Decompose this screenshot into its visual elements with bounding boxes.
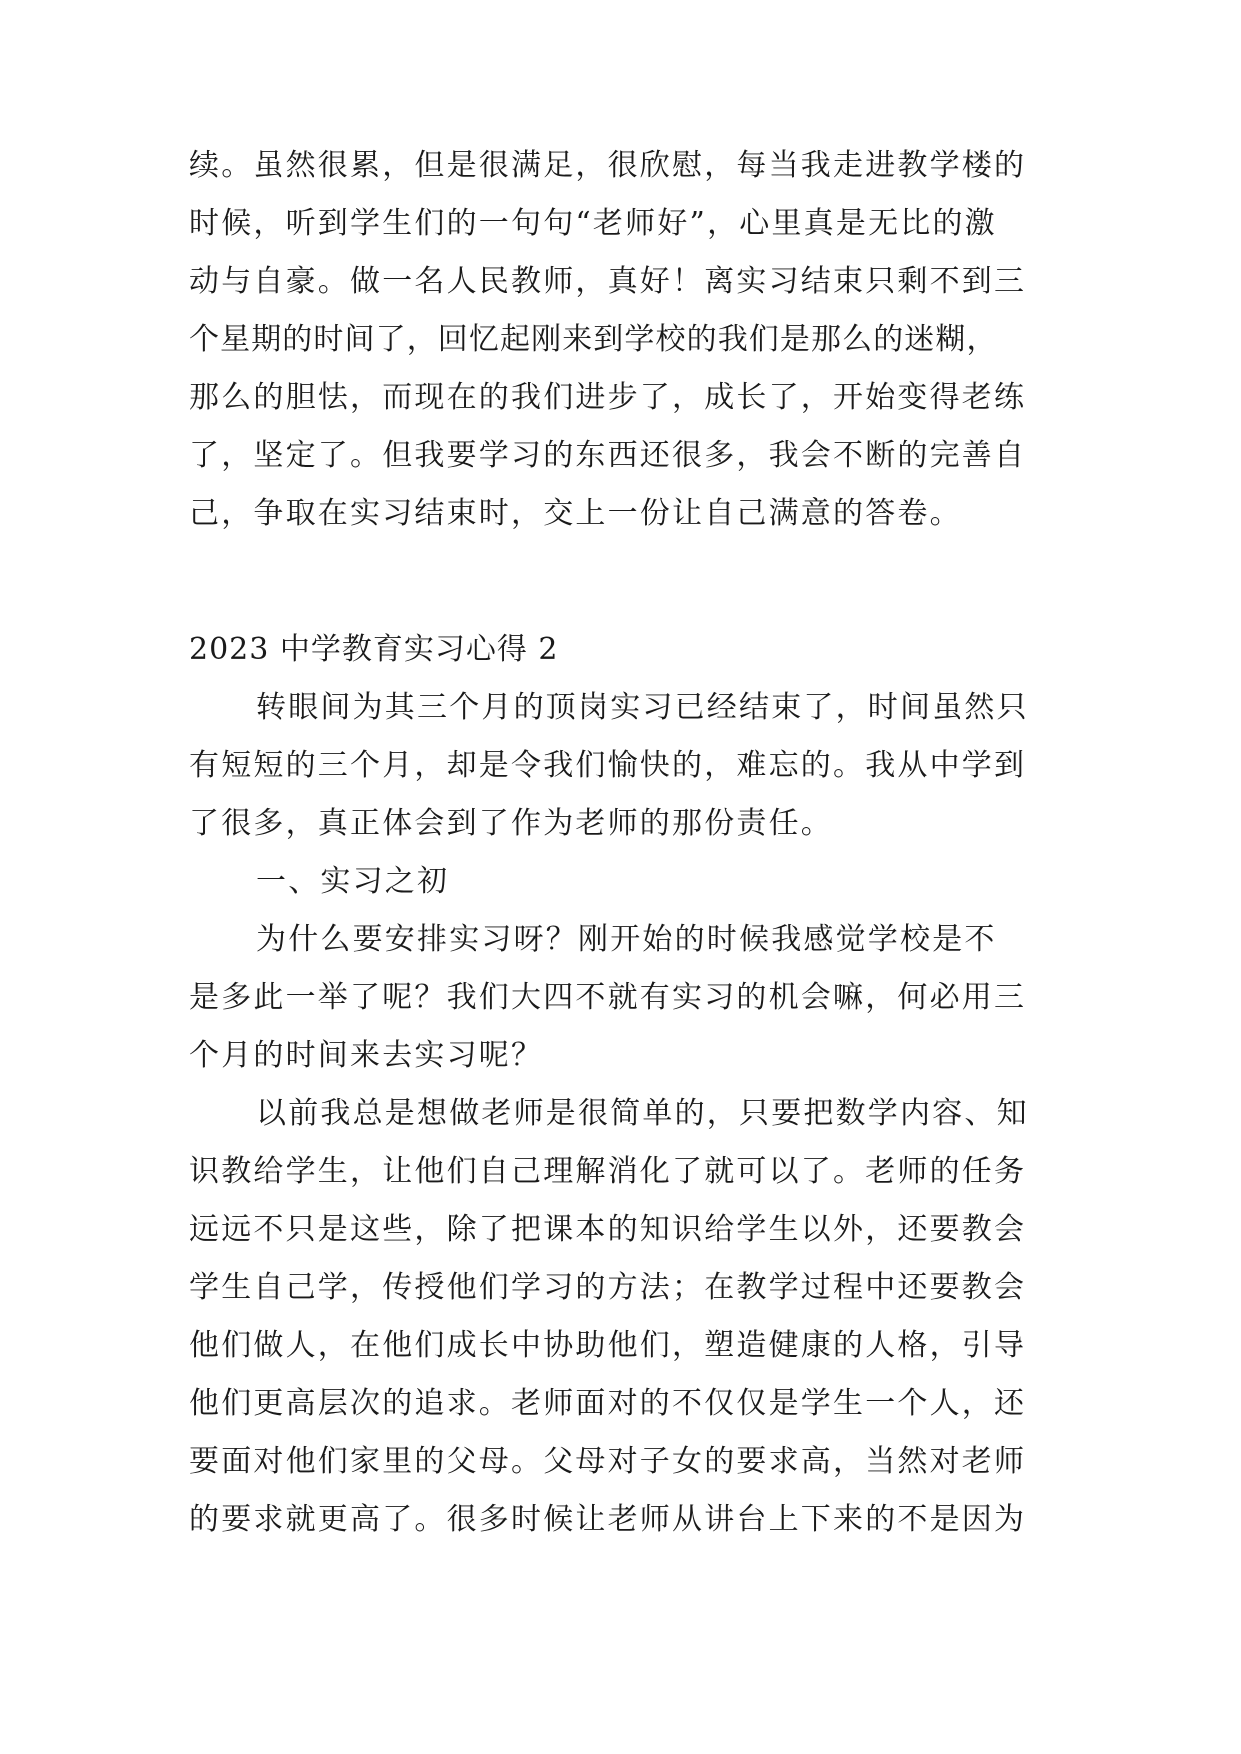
text-line: 那么的胆怯，而现在的我们进步了，成长了，开始变得老练	[189, 380, 1027, 415]
text-line: 了，坚定了。但我要学习的东西还很多，我会不断的完善自	[189, 438, 1027, 473]
text-line: 续。虽然很累，但是很满足，很欣慰，每当我走进教学楼的	[189, 148, 1027, 183]
text-line: 动与自豪。做一名人民教师，真好！离实习结束只剩不到三	[189, 264, 1027, 299]
text-line: 为什么要安排实习呀？刚开始的时候我感觉学校是不	[256, 922, 997, 957]
subheading: 一、实习之初	[256, 864, 450, 899]
text-line: 以前我总是想做老师是很简单的，只要把数学内容、知	[256, 1096, 1029, 1131]
text-line: 要面对他们家里的父母。父母对子女的要求高，当然对老师	[189, 1444, 1027, 1479]
text-line: 时候，听到学生们的一句句“老师好”，心里真是无比的激	[189, 206, 997, 241]
text-line: 他们更高层次的追求。老师面对的不仅仅是学生一个人，还	[189, 1386, 1027, 1421]
text-line: 的要求就更高了。很多时候让老师从讲台上下来的不是因为	[189, 1502, 1027, 1537]
text-line: 个月的时间来去实习呢？	[189, 1038, 544, 1073]
text-line: 他们做人，在他们成长中协助他们，塑造健康的人格，引导	[189, 1328, 1027, 1363]
text-line: 远远不只是这些，除了把课本的知识给学生以外，还要教会	[189, 1212, 1027, 1247]
text-line: 是多此一举了呢？我们大四不就有实习的机会嘛，何必用三	[189, 980, 1027, 1015]
text-line: 学生自己学，传授他们学习的方法；在教学过程中还要教会	[189, 1270, 1027, 1305]
text-line: 有短短的三个月，却是令我们愉快的，难忘的。我从中学到	[189, 748, 1027, 783]
text-line: 己，争取在实习结束时，交上一份让自己满意的答卷。	[189, 496, 962, 531]
text-line: 识教给学生，让他们自己理解消化了就可以了。老师的任务	[189, 1154, 1027, 1189]
text-line: 了很多，真正体会到了作为老师的那份责任。	[189, 806, 833, 841]
text-line: 转眼间为其三个月的顶岗实习已经结束了，时间虽然只	[256, 690, 1029, 725]
text-line: 个星期的时间了，回忆起刚来到学校的我们是那么的迷糊，	[189, 322, 998, 357]
section-title: 2023 中学教育实习心得 2	[189, 632, 559, 667]
